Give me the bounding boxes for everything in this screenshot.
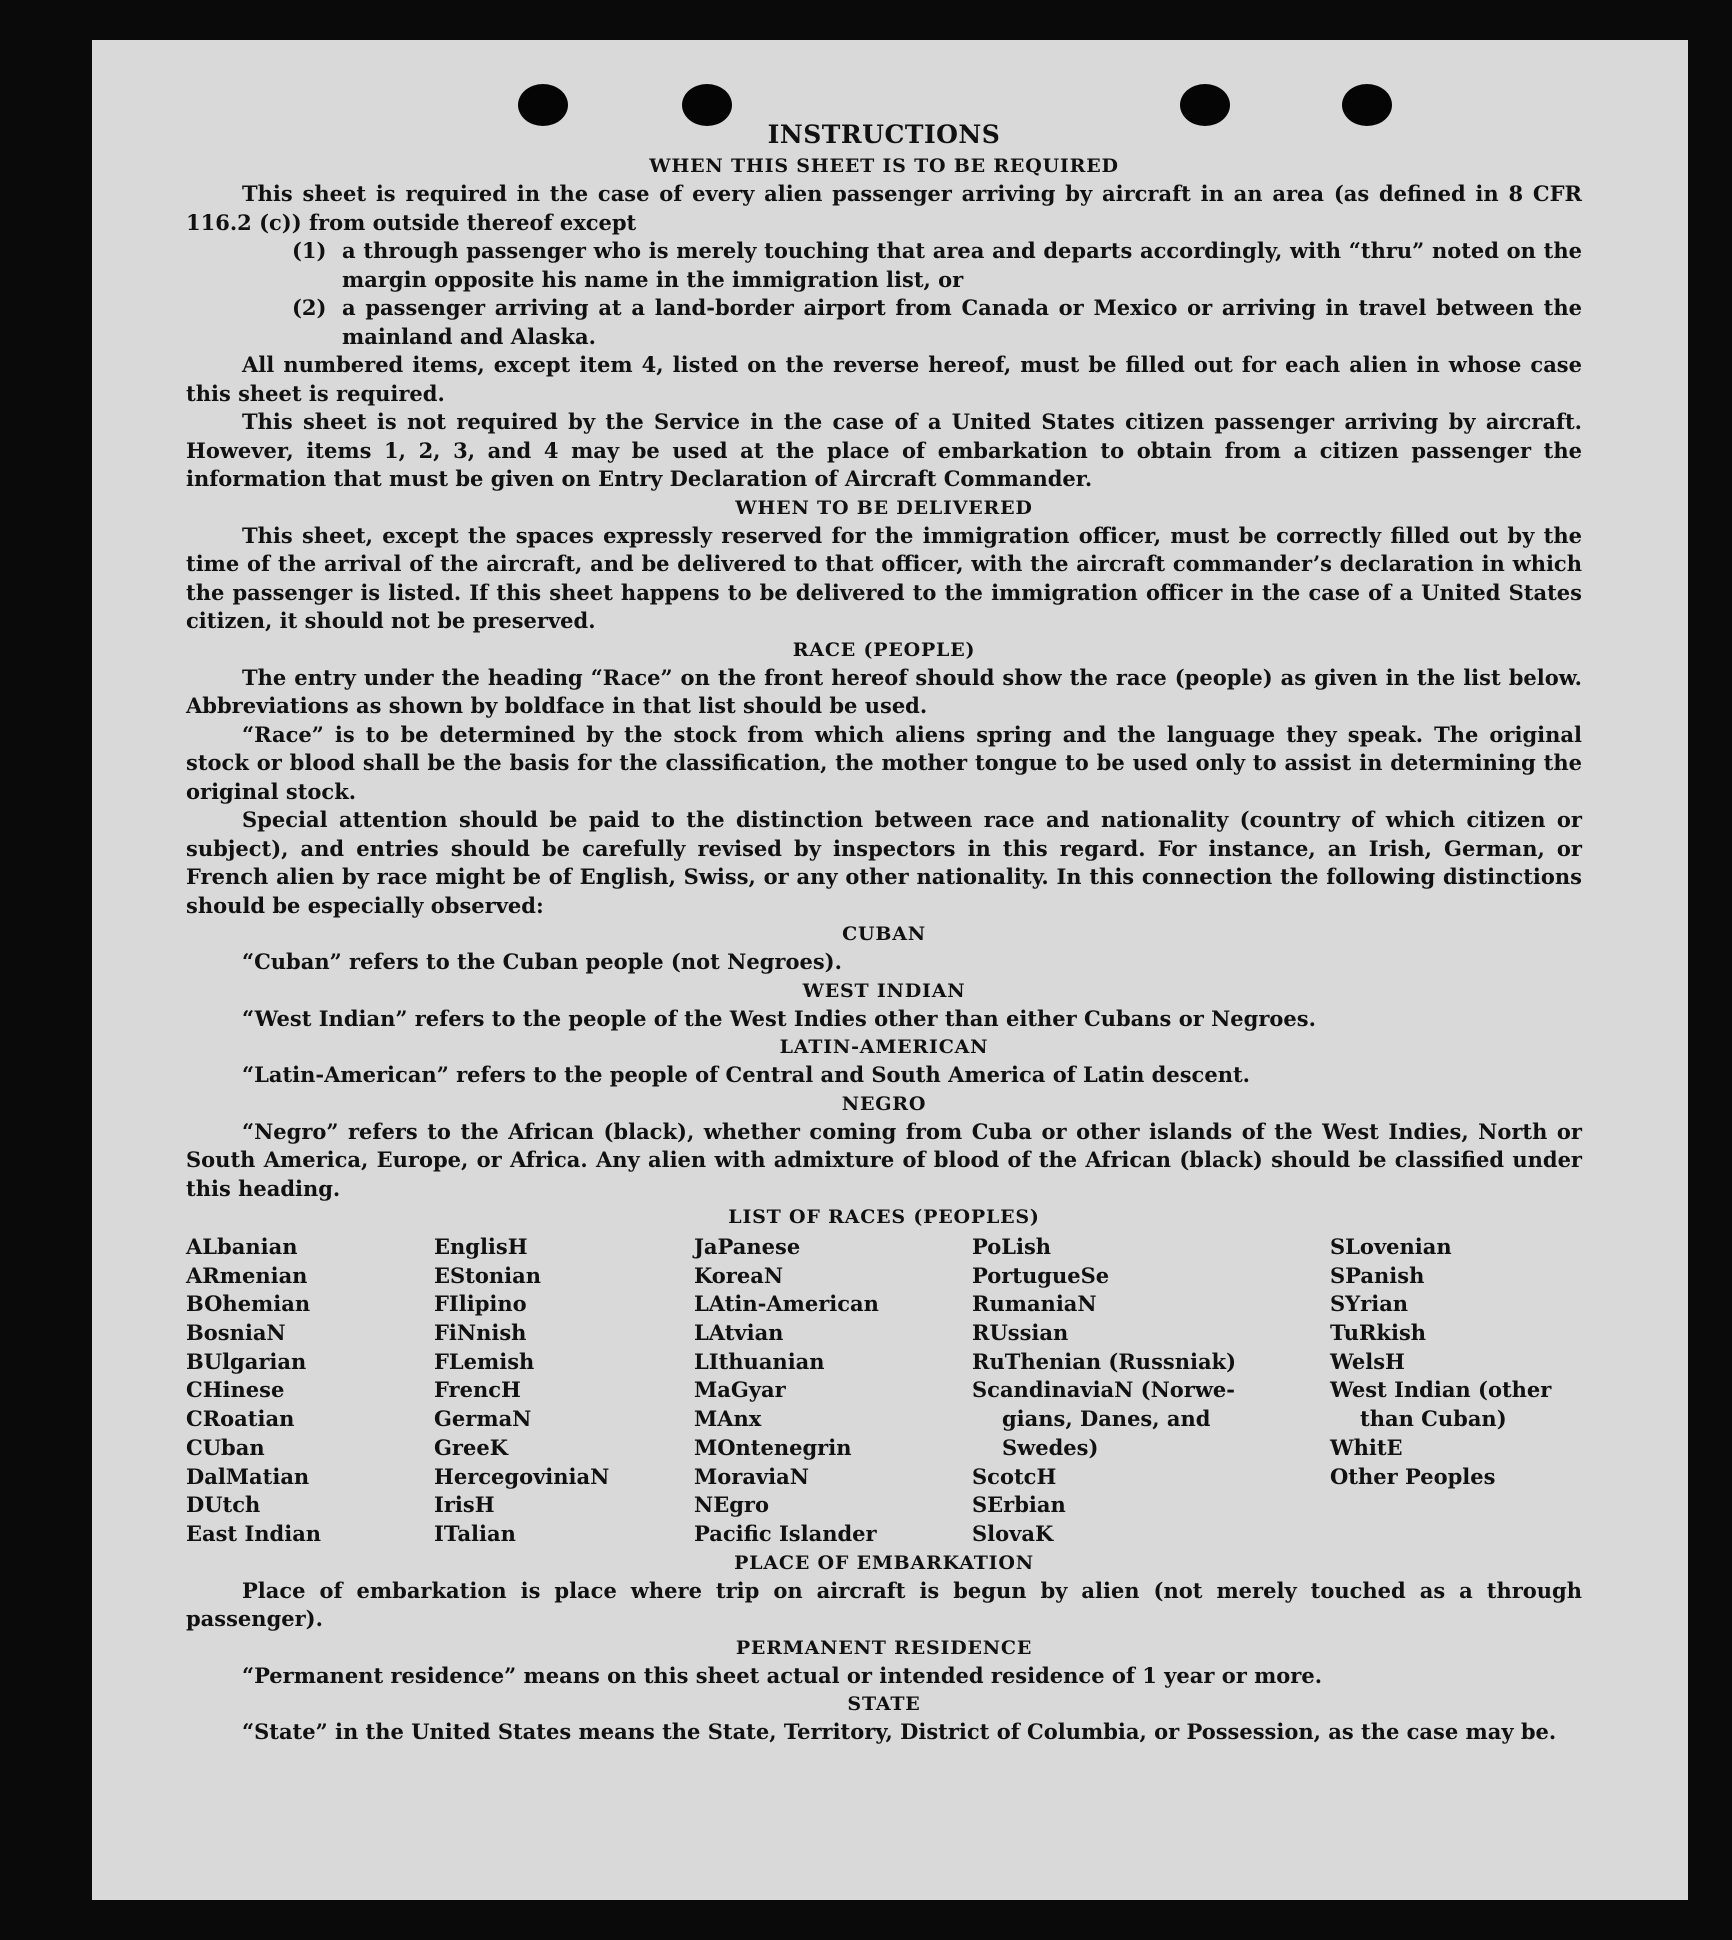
race-entry: SErbian — [972, 1492, 1066, 1518]
paragraph: Place of embarkation is place where trip on aircraft is begun by alien (not merely touched as a through passenger). — [186, 1577, 1582, 1632]
race-entry: EnglisH — [434, 1234, 528, 1259]
list-item — [292, 237, 1582, 294]
item-text: a through passenger who is merely touching that area and departs accordingly, with “thru” noted on the margin opposite his name in the immigration list, or — [342, 238, 1582, 292]
race-entry: gians, Danes, and — [1002, 1406, 1211, 1432]
race-entry: FLemish — [434, 1348, 535, 1374]
race-entry: ARmenian — [186, 1262, 308, 1288]
race-entry: SYrian — [1330, 1291, 1409, 1317]
race-entry: BUlgarian — [186, 1348, 307, 1374]
paragraph: “Cuban” refers to the Cuban people (not Negroes). — [242, 949, 842, 974]
paragraph: “Permanent residence” means on this sheet actual or intended residence of 1 year or more. — [242, 1662, 1323, 1688]
race-column — [694, 1233, 972, 1549]
race-entry: BOhemian — [186, 1291, 311, 1317]
list-item — [292, 294, 1582, 351]
race-entry: ScotcH — [972, 1463, 1057, 1489]
race-entry: DalMatian — [186, 1463, 310, 1489]
race-entry: PoLish — [972, 1234, 1052, 1259]
paragraph: “Negro” refers to the African (black), whether coming from Cuba or other islands of the West Indies, North or South America, Europe, or Africa. Any alien with admixture of blood of the African (black) should be classified under this heading. — [186, 1118, 1582, 1201]
race-entry: RumaniaN — [972, 1291, 1097, 1317]
heading-required: WHEN THIS SHEET IS TO BE REQUIRED — [649, 155, 1119, 177]
race-entry: ITalian — [434, 1520, 516, 1546]
race-entry: WhitE — [1330, 1434, 1403, 1460]
race-entry: SlovaK — [972, 1520, 1054, 1546]
heading-list-of-races: LIST OF RACES (PEOPLES) — [728, 1206, 1040, 1228]
race-entry: RUssian — [972, 1320, 1069, 1346]
race-entry: LAtvian — [694, 1320, 784, 1346]
race-entry: LIthuanian — [694, 1348, 825, 1374]
race-entry: LAtin-American — [694, 1291, 879, 1317]
item-number: (1) — [292, 238, 327, 263]
heading-latin-american: LATIN-AMERICAN — [779, 1036, 989, 1058]
race-entry: KoreaN — [694, 1262, 784, 1288]
race-entry: EStonian — [434, 1262, 541, 1288]
race-entry: BosniaN — [186, 1320, 286, 1346]
race-entry: Swedes) — [1002, 1434, 1099, 1460]
paragraph: Special attention should be paid to the distinction between race and nationality (country of which citizen or subject), and entries should be carefully revised by inspectors in this regard. For instance, an Irish, German, or French alien by race might be of English, Swiss, or any other nationality. In this connection the following distinctions should be especially observed: — [186, 807, 1582, 918]
race-entry: Other Peoples — [1330, 1463, 1496, 1489]
race-entry: than Cuban) — [1360, 1406, 1507, 1432]
race-entry: West Indian (other — [1330, 1377, 1552, 1403]
race-entry: CHinese — [186, 1377, 285, 1403]
paragraph: This sheet is required in the case of every alien passenger arriving by aircraft in an area (as defined in 8 CFR 116.2 (c)) from outside thereof except — [186, 181, 1582, 235]
race-entry: MAnx — [694, 1406, 762, 1432]
race-entry: ALbanian — [186, 1234, 298, 1259]
race-entry: MaGyar — [694, 1377, 786, 1403]
race-entry: SPanish — [1330, 1262, 1425, 1288]
race-entry: MOntenegrin — [694, 1434, 852, 1460]
race-entry: FIlipino — [434, 1291, 527, 1317]
race-entry: WelsH — [1330, 1348, 1405, 1374]
race-entry: DUtch — [186, 1492, 261, 1518]
race-entry: ScandinaviaN (Norwe- — [972, 1377, 1236, 1403]
instructions-body — [186, 118, 1582, 1747]
heading-race: RACE (PEOPLE) — [792, 638, 976, 661]
heading-residence: PERMANENT RESIDENCE — [735, 1636, 1033, 1659]
item-number: (2) — [292, 295, 327, 320]
race-entry: JaPanese — [694, 1234, 801, 1259]
heading-cuban: CUBAN — [842, 923, 926, 945]
race-entry: East Indian — [186, 1520, 322, 1546]
heading-delivered: WHEN TO BE DELIVERED — [735, 496, 1033, 519]
race-entry: GermaN — [434, 1406, 532, 1432]
heading-west-indian: WEST INDIAN — [802, 979, 966, 1002]
race-entry: TuRkish — [1330, 1320, 1427, 1346]
race-column — [186, 1233, 434, 1549]
race-entry: CUban — [186, 1434, 265, 1460]
heading-embarkation: PLACE OF EMBARKATION — [734, 1551, 1034, 1574]
race-entry: FrencH — [434, 1377, 521, 1403]
race-entry: PortugueSe — [972, 1262, 1110, 1288]
paragraph: The entry under the heading “Race” on the front hereof should show the race (people) as given in the list below. Abbreviations as shown by boldface in that list should be used. — [186, 664, 1582, 718]
race-entry: Pacific Islander — [694, 1520, 877, 1546]
paragraph: All numbered items, except item 4, listed on the reverse hereof, must be filled out for each alien in whose case this sheet is required. — [186, 352, 1582, 406]
paragraph: “West Indian” refers to the people of the West Indies other than either Cubans or Negroes. — [242, 1005, 1316, 1031]
item-text: a passenger arriving at a land-border airport from Canada or Mexico or arriving in travel between the mainland and Alaska. — [342, 295, 1582, 349]
race-entry: RuThenian (Russniak) — [972, 1348, 1237, 1374]
race-column — [1330, 1233, 1582, 1549]
race-column — [434, 1233, 694, 1549]
race-entry: HercegoviniaN — [434, 1463, 610, 1489]
race-entry: GreeK — [434, 1434, 508, 1460]
heading-negro: NEGRO — [841, 1092, 927, 1115]
race-entry: CRoatian — [186, 1406, 295, 1432]
paragraph: “Race” is to be determined by the stock from which aliens spring and the language they speak. The original stock or blood shall be the basis for the classification, the mother tongue to be used only to assist in determining the original stock. — [186, 721, 1582, 804]
race-column — [972, 1233, 1330, 1549]
race-entry: IrisH — [434, 1492, 495, 1518]
page-title: INSTRUCTIONS — [767, 120, 1001, 149]
paragraph: “Latin-American” refers to the people of Central and South America of Latin descent. — [242, 1062, 1250, 1087]
paragraph: This sheet, except the spaces expressly reserved for the immigration officer, must be correctly filled out by the time of the arrival of the aircraft, and be delivered to that officer, with the aircraft commander’s declaration in which the passenger is listed. If this sheet happens to be delivered to the immigration officer in the case of a United States citizen, it should not be preserved. — [186, 522, 1582, 633]
paragraph: This sheet is not required by the Service in the case of a United States citizen passenger arriving by aircraft. However, items 1, 2, 3, and 4 may be used at the place of embarkation to obtain from a citizen passenger the information that must be given on Entry Declaration of Aircraft Commander. — [186, 409, 1582, 491]
race-entry: FiNnish — [434, 1320, 527, 1346]
heading-state: STATE — [847, 1693, 921, 1716]
race-entry: NEgro — [694, 1492, 769, 1518]
race-entry: MoraviaN — [694, 1463, 809, 1489]
race-list — [186, 1233, 1582, 1549]
document-page — [92, 40, 1688, 1900]
paragraph: “State” in the United States means the State, Territory, District of Columbia, or Possession, as the case may be. — [242, 1719, 1557, 1745]
race-entry: SLovenian — [1330, 1234, 1452, 1259]
